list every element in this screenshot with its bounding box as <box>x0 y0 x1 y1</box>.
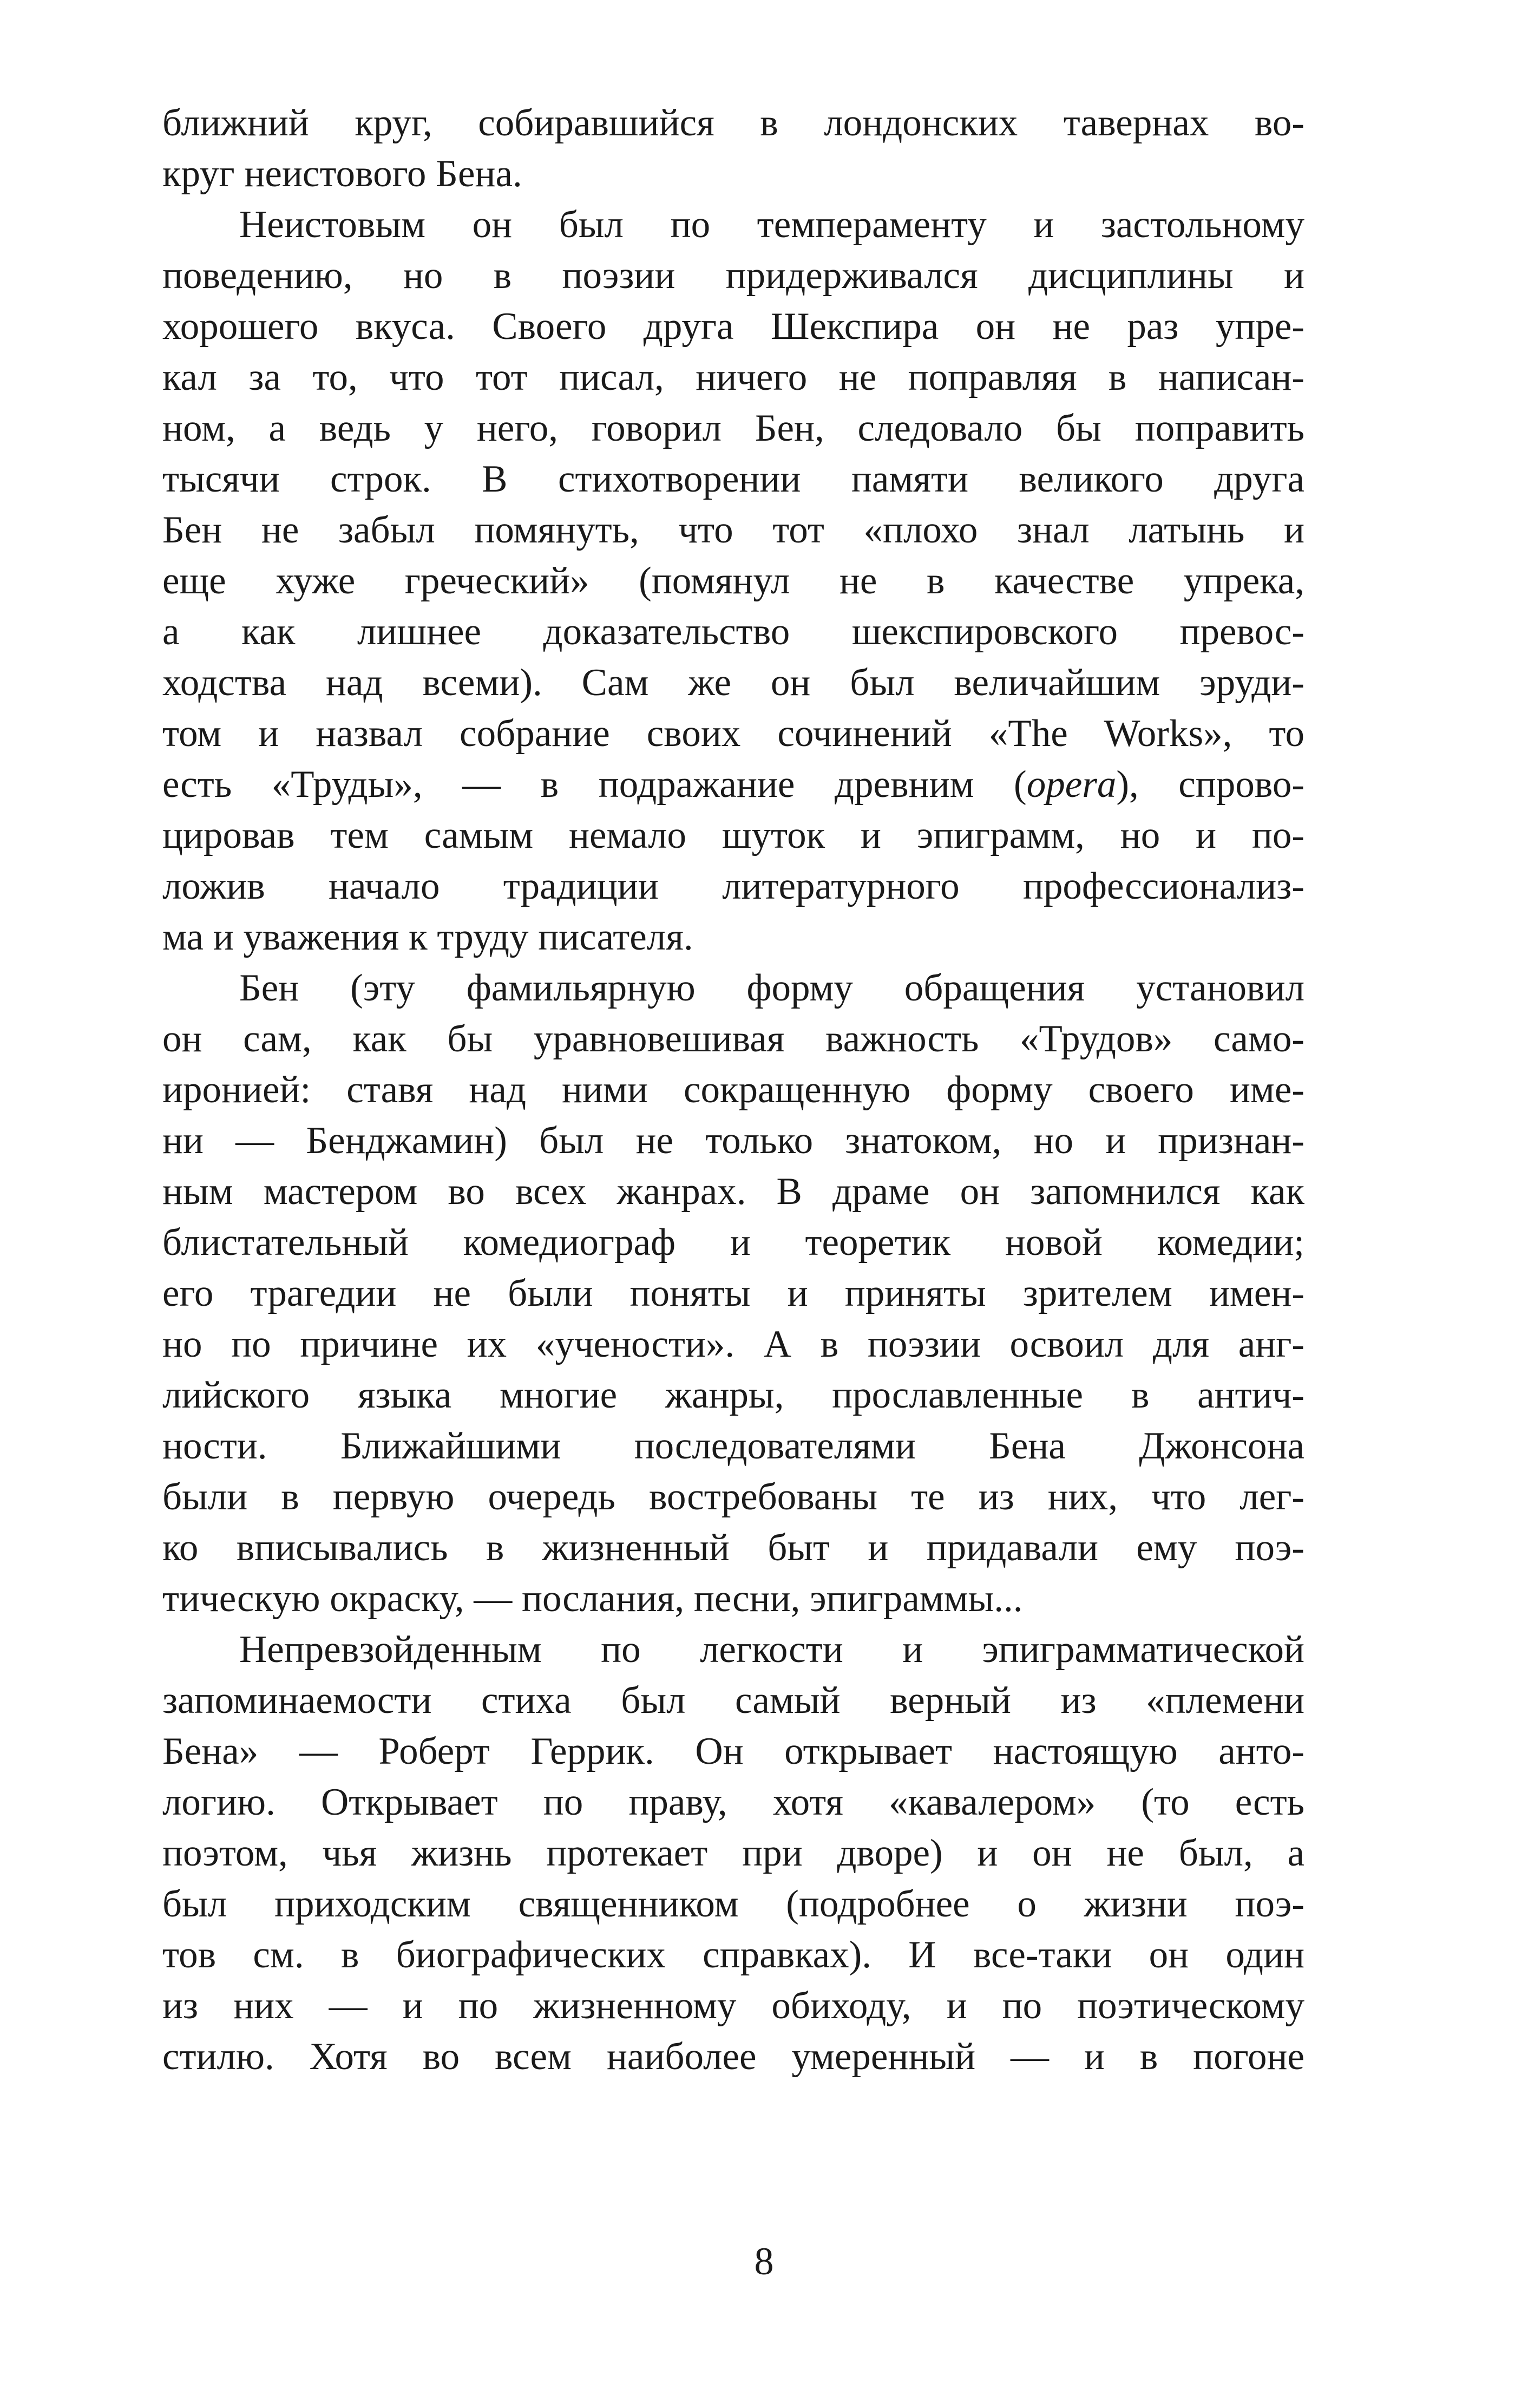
text-line: был приходским священником (подробнее о жизни поэ- <box>162 1883 1304 1925</box>
text-line: иронией: ставя над ними сокращенную форму своего име- <box>162 1069 1304 1111</box>
text-line: ма и уважения к труду писателя. <box>162 916 693 958</box>
text-line: запоминаемости стиха был самый верный из «племени <box>162 1679 1304 1722</box>
text-line: поведению, но в поэзии придерживался дисциплины и <box>162 254 1304 297</box>
text-line: лийского языка многие жанры, прославленные в антич- <box>162 1374 1304 1416</box>
text-line: логию. Открывает по праву, хотя «кавалером» (то есть <box>162 1781 1304 1823</box>
text-line: цировав тем самым немало шуток и эпиграмм, но и по- <box>162 814 1304 856</box>
text-line: ности. Ближайшими последователями Бена Джонсона <box>162 1425 1304 1467</box>
text-line: его трагедии не были поняты и приняты зрителем имен- <box>162 1272 1304 1314</box>
text-line: ходства над всеми). Сам же он был величайшим эруди- <box>162 662 1304 704</box>
text-line: поэтом, чья жизнь протекает при дворе) и он не был, а <box>162 1832 1304 1874</box>
text-line: он сам, как бы уравновешивая важность «Трудов» само- <box>162 1018 1304 1060</box>
text-line: из них — и по жизненному обиходу, и по поэтическому <box>162 1985 1304 2027</box>
text-line: ко вписывались в жизненный быт и придавали ему поэ- <box>162 1527 1304 1569</box>
text-line: кал за то, что тот писал, ничего не поправляя в написан- <box>162 356 1304 398</box>
text-line: тов см. в биографических справках). И все-таки он один <box>162 1934 1304 1976</box>
text-line: но по причине их «учености». А в поэзии освоил для анг- <box>162 1323 1304 1365</box>
text-line: ложив начало традиции литературного профессионализ- <box>162 865 1304 907</box>
text-line: Бен не забыл помянуть, что тот «плохо знал латынь и <box>162 509 1304 551</box>
text-line: тысячи строк. В стихотворении памяти великого друга <box>162 458 1304 500</box>
text-line: тическую окраску, — послания, песни, эпиграммы... <box>162 1578 1023 1620</box>
page-number: 8 <box>754 2240 774 2283</box>
text-line: Непревзойденным по легкости и эпиграмматической <box>239 1628 1304 1671</box>
text-line: Бена» — Роберт Геррик. Он открывает настоящую анто- <box>162 1730 1304 1772</box>
text-line: Неистовым он был по темпераменту и застольному <box>239 204 1304 246</box>
text-line: ни — Бенджамин) был не только знатоком, но и признан- <box>162 1120 1304 1162</box>
text-line: ным мастером во всех жанрах. В драме он запомнился как <box>162 1170 1304 1213</box>
text-line: Бен (эту фамильярную форму обращения установил <box>239 967 1304 1009</box>
text-line: еще хуже греческий» (помянул не в качестве упрека, <box>162 560 1304 602</box>
text-line: стилю. Хотя во всем наиболее умеренный — и в погоне <box>162 2036 1304 2078</box>
text-line: есть «Труды», — в подражание древним (opera), спрово- <box>162 763 1304 806</box>
text-line: ближний круг, собиравшийся в лондонских тавернах во- <box>162 102 1304 144</box>
text-line: были в первую очередь востребованы те из них, что лег- <box>162 1476 1304 1518</box>
text-line: хорошего вкуса. Своего друга Шекспира он не раз упре- <box>162 305 1304 348</box>
text-line: круг неистового Бена. <box>162 153 522 195</box>
text-line: блистательный комедиограф и теоретик новой комедии; <box>162 1221 1304 1264</box>
text-line: том и назвал собрание своих сочинений «The Works», то <box>162 712 1304 755</box>
text-line: ном, а ведь у него, говорил Бен, следовало бы поправить <box>162 407 1304 449</box>
text-line: а как лишнее доказательство шекспировского превос- <box>162 611 1304 653</box>
body-text <box>162 97 1304 2082</box>
